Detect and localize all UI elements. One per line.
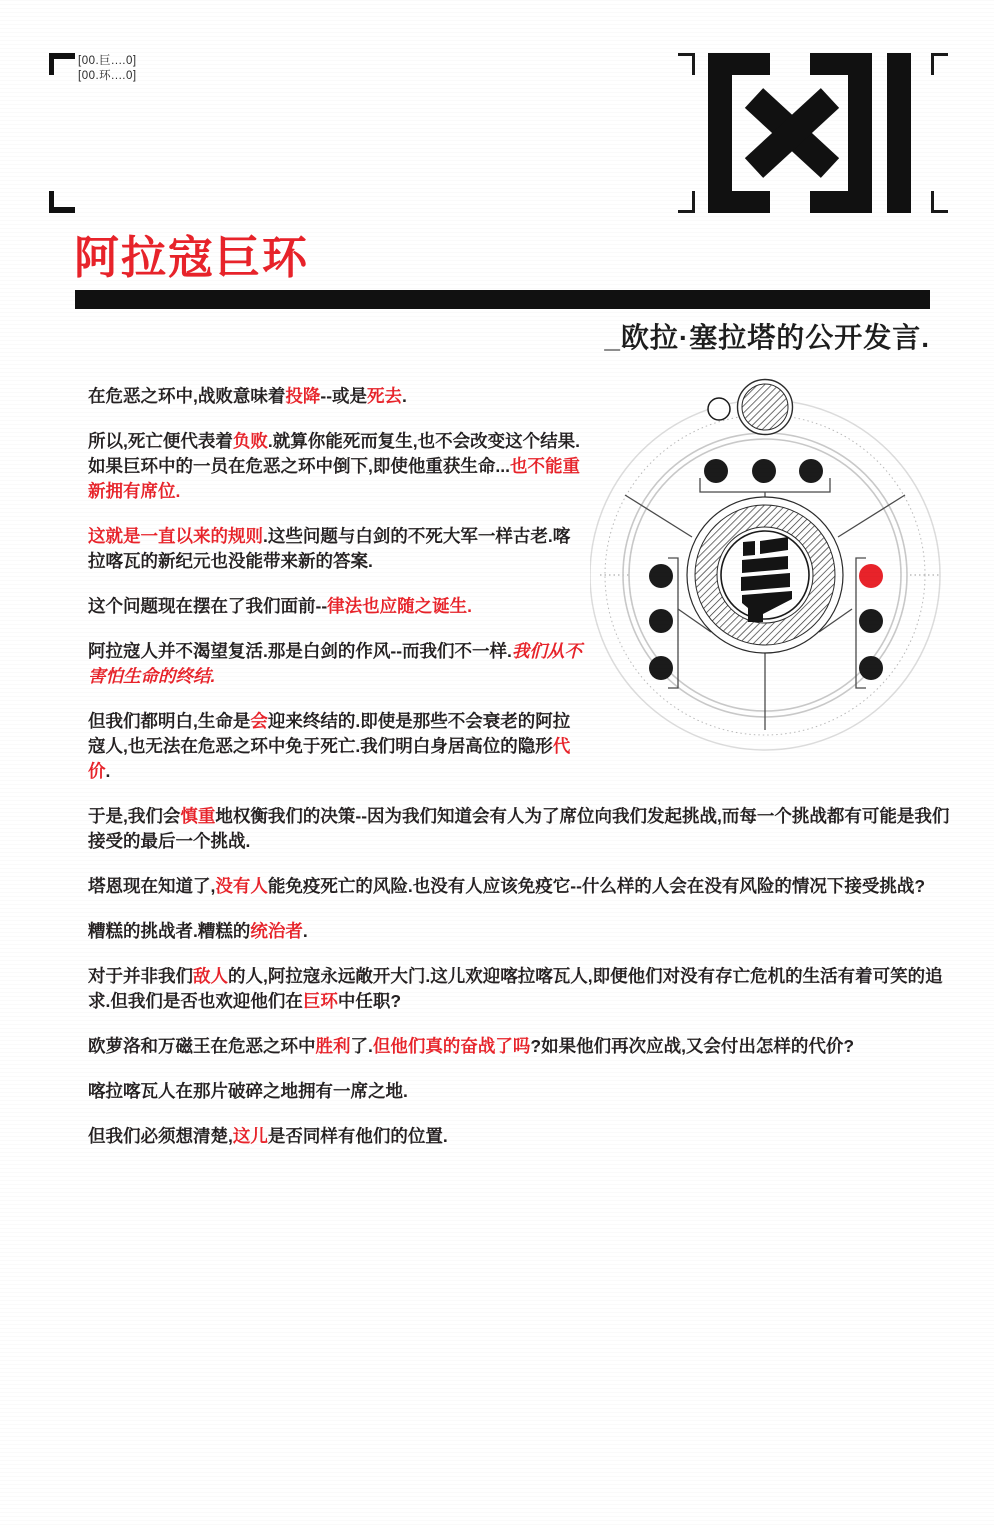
paragraph (88, 1124, 950, 1149)
paragraph (88, 804, 950, 854)
seal-small-circle (708, 398, 730, 420)
body-text: . (302, 921, 308, 941)
highlight-text: 律法也应随之诞生. (327, 596, 473, 616)
article-body (88, 384, 950, 1169)
body-text: 喀拉喀瓦人在那片破碎之地拥有一席之地. (88, 1081, 408, 1101)
page-title: 阿拉寇巨环 (74, 232, 310, 283)
body-text: 但我们必须想清楚, (88, 1126, 233, 1146)
highlight-text: 负败 (232, 431, 268, 451)
x-bracket-logo-svg (678, 53, 948, 213)
highlight-text: 统治者 (250, 921, 303, 941)
body-text: 地权衡我们的决策--因为我们知道会有人为了席位向我们发起挑战,而每一个挑战都有可能是我们接受的最后一个挑战. (88, 806, 950, 851)
body-text: 是否同样有他们的位置. (267, 1126, 448, 1146)
x-bracket-logo-icon (678, 53, 948, 213)
body-text: 对于并非我们 (88, 966, 193, 986)
body-text: 中任职? (337, 991, 402, 1011)
paragraph (88, 964, 950, 1014)
title-divider-bar (75, 290, 930, 309)
highlight-text: 会 (250, 711, 268, 731)
seat-dot (859, 656, 883, 680)
highlight-text: 慎重 (180, 806, 216, 826)
body-text: . (402, 386, 407, 406)
body-text: 塔恩现在知道了, (88, 876, 216, 896)
body-text: 于是,我们会 (88, 806, 181, 826)
seat-dot (799, 459, 823, 483)
body-text: .就算你能死而复生,也不会改变这个结果.如果巨环中的一员在危恶之环中倒下,即使他重获生命... (88, 431, 580, 476)
body-text: 了. (350, 1036, 373, 1056)
seat-dot-red (859, 564, 883, 588)
body-text: 所以,死亡便代表着 (88, 431, 233, 451)
body-text: 糟糕的挑战者.糟糕的 (88, 921, 251, 941)
highlight-text: 代价 (88, 736, 571, 781)
page-subtitle: _欧拉·塞拉塔的公开发言. (604, 322, 930, 353)
seat-dot (649, 564, 673, 588)
great-ring-seal (590, 375, 950, 777)
seat-dot (752, 459, 776, 483)
highlight-text: 巨环 (302, 991, 338, 1011)
body-text: 这个问题现在摆在了我们面前-- (88, 596, 328, 616)
body-text: 欧萝洛和万磁王在危恶之环中 (88, 1036, 316, 1056)
corner-frame-top-icon (49, 53, 75, 75)
highlight-text: 敌人 (193, 966, 228, 986)
body-text: 的人,阿拉寇永远敞开大门.这儿欢迎喀拉喀瓦人,即便他们对没有存亡危机的生活有着可笑的追求.但我们是否也欢迎他们在 (88, 966, 943, 1011)
body-text: . (105, 761, 111, 781)
seat-dot (649, 609, 673, 633)
highlight-text: 没有人 (215, 876, 268, 896)
highlight-text: 但他们真的奋战了吗 (372, 1036, 531, 1056)
body-text: 迎来终结的.即使是那些不会衰老的阿拉寇人,也无法在危恶之环中免于死亡.我们明白身居高位的隐形 (88, 711, 571, 756)
paragraph (88, 1079, 950, 1104)
reference-code-line1: [00.巨....0] (78, 55, 137, 67)
body-text: --或是 (320, 386, 368, 406)
seat-dot (649, 656, 673, 680)
body-text: 但我们都明白,生命是 (88, 711, 251, 731)
reference-codes (78, 54, 137, 84)
highlight-text: 死去 (367, 386, 403, 406)
highlight-text: 我们从不害怕生命的终结. (88, 641, 582, 686)
highlight-text: 这就是一直以来的规则 (88, 526, 263, 546)
corner-frame-bottom-icon (49, 191, 75, 213)
highlight-text: 投降 (285, 386, 321, 406)
seat-dot (704, 459, 728, 483)
seat-dot (859, 609, 883, 633)
highlight-text: 胜利 (315, 1036, 351, 1056)
body-text: 阿拉寇人并不渴望复活.那是白剑的作风--而我们不一样. (88, 641, 512, 661)
highlight-text: 这儿 (232, 1126, 268, 1146)
paragraph (88, 874, 950, 899)
body-text: 能免疫死亡的风险.也没有人应该免疫它--什么样的人会在没有风险的情况下接受挑战? (267, 876, 926, 896)
reference-code-line2: [00.环....0] (78, 70, 137, 82)
great-ring-seal-svg (590, 375, 950, 775)
body-text: 在危恶之环中,战败意味着 (88, 386, 286, 406)
highlight-text: 也不能重新拥有席位. (88, 456, 580, 501)
paragraph (88, 919, 950, 944)
paragraph (88, 1034, 950, 1059)
body-text: .这些问题与白剑的不死大军一样古老.喀拉喀瓦的新纪元也没能带来新的答案. (88, 526, 571, 571)
body-text: ?如果他们再次应战,又会付出怎样的代价? (530, 1036, 855, 1056)
